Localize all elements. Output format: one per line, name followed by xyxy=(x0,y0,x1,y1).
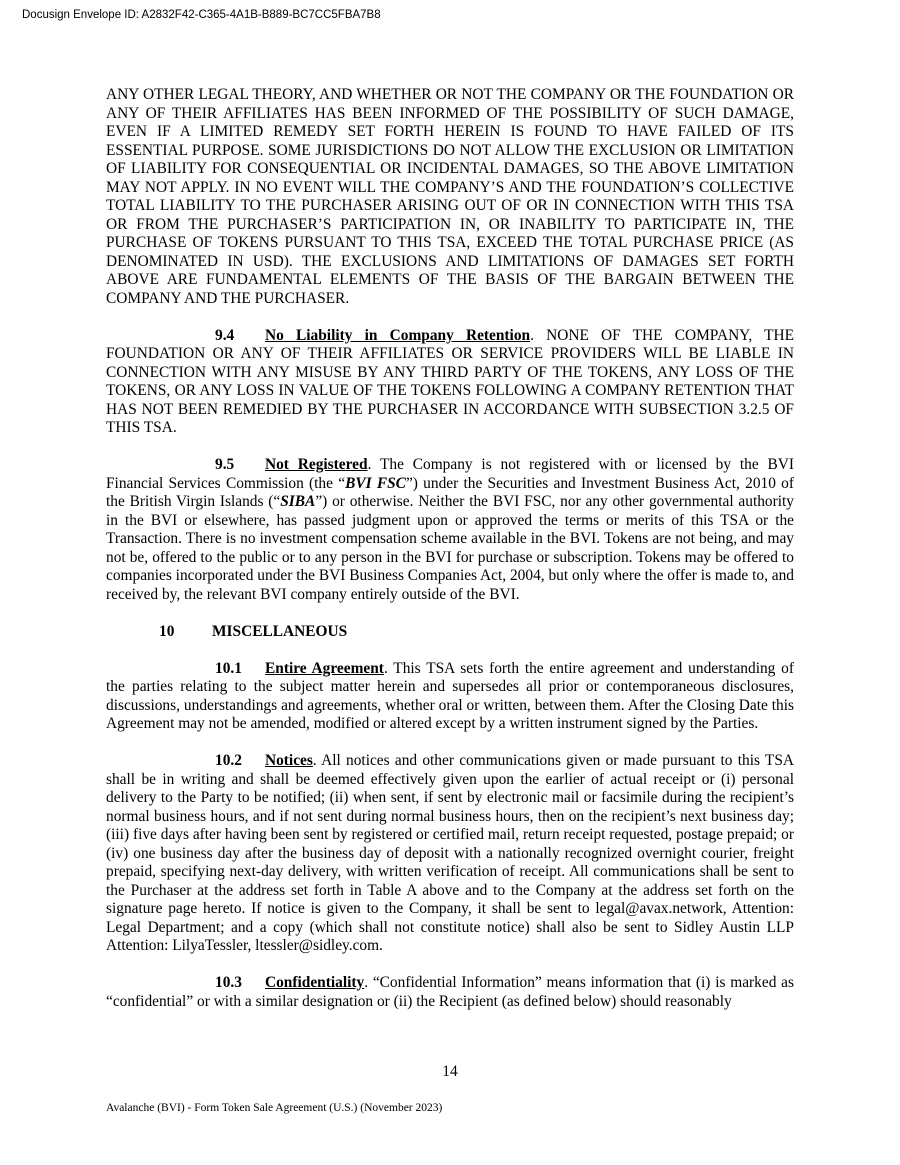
section-heading: Not Registered xyxy=(265,456,368,473)
defined-term: BVI FSC xyxy=(345,474,406,492)
section-9-5 xyxy=(106,456,794,604)
section-text: . All notices and other communications given or made pursuant to this TSA shall be in writing and shall be deemed effectively given upon the earlier of actual receipt or (i) personal delivery to the Party to be notified; (ii) when sent, if sent by electronic mail or facsimile during the recipient’s normal business hours, and if not sent during normal business hours, then on the recipient’s next business day; (iii) five days after having been sent by registered or certified mail, return receipt requested, postage prepaid; or (iv) one business day after the business day of deposit with a nationally recognized overnight courier, freight prepaid, specifying next-day delivery, with written verification of receipt. All communications shall be sent to the Purchaser at the address set forth in Table A above and to the Company at the address set forth on the signature page hereto. If notice is given to the Company, it shall be sent to legal@avax.network, Attention: Legal Department; and a copy (which shall not constitute notice) shall also be sent to Sidley Austin LLP Attention: LilyaTessler, ltessler@sidley.com. xyxy=(106,752,794,954)
section-heading: Confidentiality xyxy=(265,974,365,991)
section-heading: Entire Agreement xyxy=(265,659,384,677)
section-number: 9.5 xyxy=(215,456,235,473)
section-number: 10 xyxy=(159,622,175,640)
envelope-id: Docusign Envelope ID: A2832F42-C365-4A1B-B889-BC7CC5FBA7B8 xyxy=(22,9,381,21)
section-heading: No Liability in Company Retention xyxy=(265,326,531,344)
section-number: 9.4 xyxy=(215,326,235,344)
page-number: 14 xyxy=(442,1063,458,1080)
section-text: ”) or otherwise. Neither the BVI FSC, nor any other governmental authority in the BVI or elsewhere, has passed judgment upon or approved the terms or merits of this TSA or the Transaction. There is no investment compensation scheme available in the BVI. Tokens are not being, and may not be, offered to the public or to any person in the BVI for purchase or subscription. Tokens may be offered to companies incorporated under the BVI Business Companies Act, 2004, but only where the offer is made to, and received by, the relevant BVI company entirely outside of the BVI. xyxy=(106,493,794,603)
section-text: ”) under the Securities and Investment Business Act, 2010 of the British Virgin Islands (“ xyxy=(106,474,794,510)
section-title: MISCELLANEOUS xyxy=(212,622,348,640)
section-number: 10.1 xyxy=(215,659,242,677)
section-10-2 xyxy=(106,752,794,956)
section-9-4 xyxy=(106,327,794,438)
defined-term: SIBA xyxy=(280,493,316,510)
section-text: . NONE OF THE COMPANY, THE FOUNDATION OR ANY OF THEIR AFFILIATES OR SERVICE PROVIDERS WILL BE LIABLE IN CONNECTION WITH ANY MISUSE BY ANY THIRD PARTY OF THE TOKENS, ANY LOSS OF THE TOKENS, OR ANY LOSS IN VALUE OF THE TOKENS FOLLOWING A COMPANY RETENTION THAT HAS NOT BEEN REMEDIED BY THE PURCHASER IN ACCORDANCE WITH SUBSECTION 3.2.5 OF THIS TSA. xyxy=(106,326,794,436)
section-text: . The Company is not registered with or licensed by the BVI Financial Services Commission (the “ xyxy=(106,456,794,492)
section-10-3 xyxy=(106,974,794,1011)
continuation-paragraph: ANY OTHER LEGAL THEORY, AND WHETHER OR NOT THE COMPANY OR THE FOUNDATION OR ANY OF THEIR AFFILIATES HAS BEEN INFORMED OF THE POSSIBILITY OF SUCH DAMAGE, EVEN IF A LIMITED REMEDY SET FORTH HEREIN IS FOUND TO HAVE FAILED OF ITS ESSENTIAL PURPOSE. SOME JURISDICTIONS DO NOT ALLOW THE EXCLUSION OR LIMITATION OF LIABILITY FOR CONSEQUENTIAL OR INCIDENTAL DAMAGES, SO THE ABOVE LIMITATION MAY NOT APPLY. IN NO EVENT WILL THE COMPANY’S AND THE FOUNDATION’S COLLECTIVE TOTAL LIABILITY TO THE PURCHASER ARISING OUT OF OR IN CONNECTION WITH THIS TSA OR FROM THE PURCHASER’S PARTICIPATION IN, OR INABILITY TO PARTICIPATE IN, THE PURCHASE OF TOKENS PURSUANT TO THIS TSA, EXCEED THE TOTAL PURCHASE PRICE (AS DENOMINATED IN USD). THE EXCLUSIONS AND LIMITATIONS OF DAMAGES SET FORTH ABOVE ARE FUNDAMENTAL ELEMENTS OF THE BASIS OF THE BARGAIN BETWEEN THE COMPANY AND THE PURCHASER. xyxy=(106,86,794,307)
section-10-1 xyxy=(106,660,794,734)
section-heading: Notices xyxy=(265,752,313,769)
document-body xyxy=(106,86,794,1011)
section-number: 10.2 xyxy=(215,752,242,769)
footer-document-title: Avalanche (BVI) - Form Token Sale Agreement (U.S.) (November 2023) xyxy=(106,1102,443,1114)
section-number: 10.3 xyxy=(215,974,242,991)
section-text: . “Confidential Information” means information that (i) is marked as “confidential” or with a similar designation or (ii) the Recipient (as defined below) should reasonably xyxy=(106,974,794,1010)
section-text: . This TSA sets forth the entire agreement and understanding of the parties relating to the subject matter herein and supersedes all prior or contemporaneous disclosures, discussions, understandings and agreements, whether oral or written, between them. After the Closing Date this Agreement may not be amended, modified or altered except by a written instrument signed by the Parties. xyxy=(106,659,794,732)
section-10-heading xyxy=(159,623,794,642)
